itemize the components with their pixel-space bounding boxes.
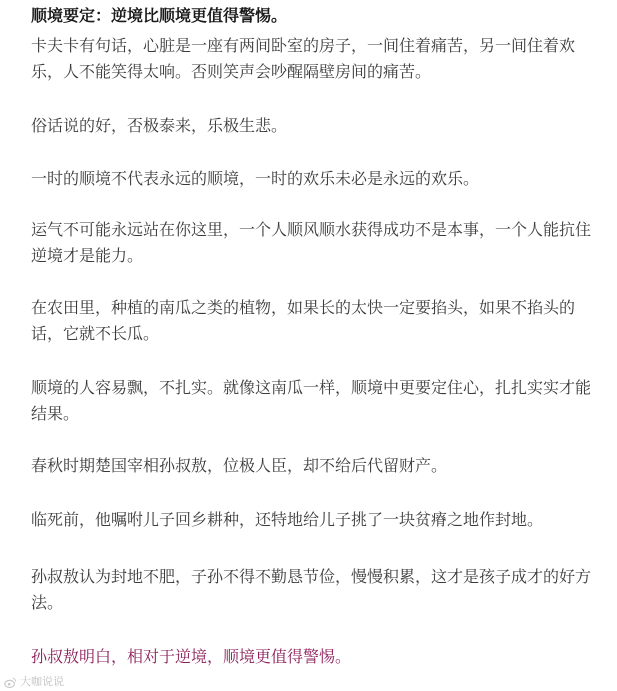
article-headline: 顺境要定：逆境比顺境更值得警惕。 — [31, 6, 288, 25]
paragraph: 顺境的人容易飘，不扎实。就像这南瓜一样，顺境中更要定住心，扎扎实实才能结果。 — [31, 378, 592, 423]
paragraph: 临死前，他嘱咐儿子回乡耕种，还特地给儿子挑了一块贫瘠之地作封地。 — [31, 510, 544, 529]
watermark — [4, 674, 64, 690]
paragraph: 一时的顺境不代表永远的顺境，一时的欢乐未必是永远的欢乐。 — [31, 169, 480, 188]
paragraph: 在农田里，种植的南瓜之类的植物，如果长的太快一定要掐头，如果不掐头的话，它就不长瓜。 — [31, 298, 576, 343]
weibo-icon — [4, 676, 17, 689]
paragraph: 运气不可能永远站在你这里，一个人顺风顺水获得成功不是本事，一个人能抗住逆境才是能力。 — [31, 220, 592, 265]
paragraph: 春秋时期楚国宰相孙叔敖，位极人臣，却不给后代留财产。 — [31, 456, 448, 475]
paragraph: 卡夫卡有句话，心脏是一座有两间卧室的房子，一间住着痛苦，另一间住着欢乐，人不能笑得太响。否则笑声会吵醒隔壁房间的痛苦。 — [31, 36, 576, 81]
closing-paragraph: 孙叔敖明白，相对于逆境，顺境更值得警惕。 — [31, 647, 352, 666]
watermark-text: 大咖说说 — [20, 675, 64, 688]
paragraph: 俗话说的好，否极泰来，乐极生悲。 — [31, 116, 288, 135]
paragraph: 孙叔敖认为封地不肥，子孙不得不勤恳节俭，慢慢积累，这才是孩子成才的好方法。 — [31, 567, 592, 612]
